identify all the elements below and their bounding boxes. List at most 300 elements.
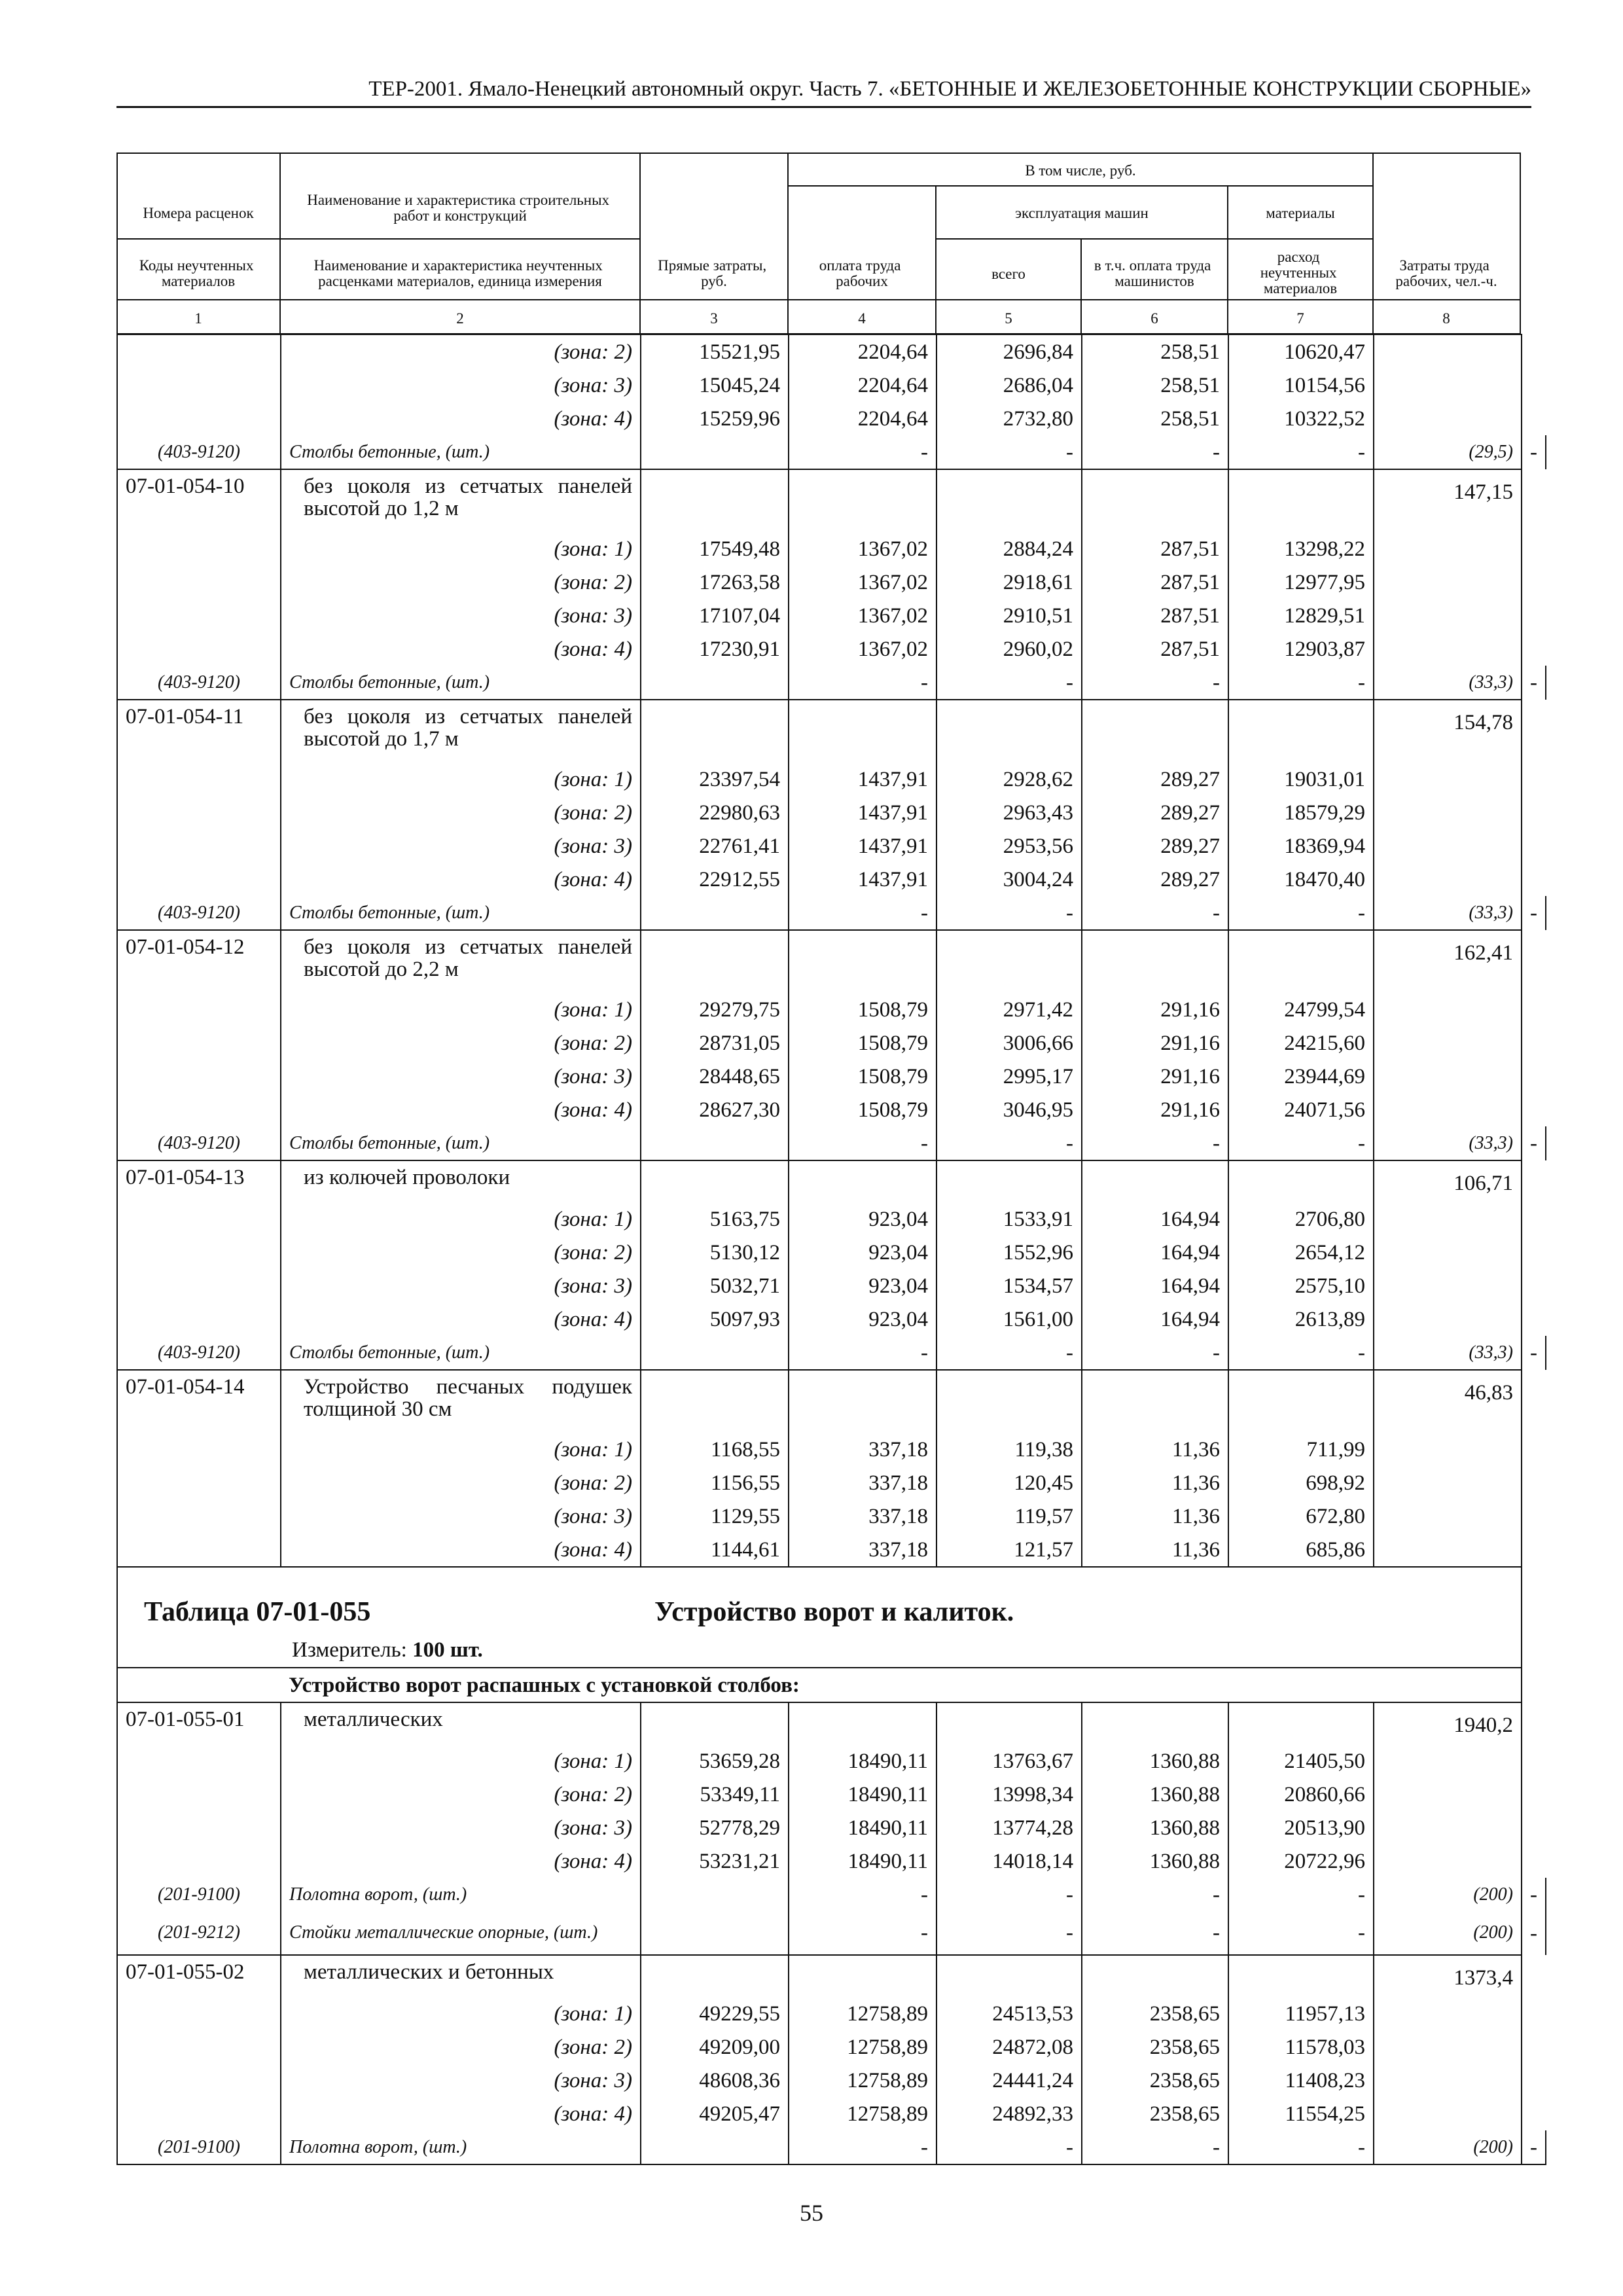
zone-label: (зона: 2) — [281, 1026, 641, 1060]
zone-row — [117, 532, 1546, 565]
cost-value: 120,45 — [936, 1466, 1082, 1499]
cost-value: 53231,21 — [641, 1844, 789, 1878]
cost-value: 1437,91 — [789, 829, 936, 863]
zone-row — [117, 599, 1546, 632]
zone-label: (зона: 4) — [281, 1093, 641, 1126]
header-col1-top: Номера расценок — [143, 205, 254, 221]
cost-value: 18369,94 — [1228, 829, 1374, 863]
cost-value: 24872,08 — [936, 2030, 1082, 2064]
rate-description: Устройство песчаных подушек толщиной 30 см — [281, 1370, 641, 1433]
empty-cell — [789, 1160, 936, 1202]
empty-cell — [117, 1026, 281, 1060]
empty-cell — [1374, 1202, 1522, 1236]
empty-cell — [117, 1060, 281, 1093]
zone-row — [117, 2064, 1546, 2097]
zone-row — [117, 1844, 1546, 1878]
cost-value: 12977,95 — [1228, 565, 1374, 599]
zone-label: (зона: 1) — [281, 762, 641, 796]
cost-value: 49205,47 — [641, 2097, 789, 2130]
cost-value: 13998,34 — [936, 1778, 1082, 1811]
material-name: Столбы бетонные, (шт.) — [281, 896, 641, 930]
material-row — [117, 435, 1546, 469]
zone-label: (зона: 4) — [281, 2097, 641, 2130]
cost-value: 18490,11 — [789, 1744, 936, 1778]
cost-value: 24441,24 — [936, 2064, 1082, 2097]
dash-value: - — [789, 1126, 936, 1160]
material-row — [117, 1878, 1546, 1911]
empty-cell — [1082, 1702, 1228, 1744]
labor-value: 1940,2 — [1374, 1702, 1522, 1744]
cost-value: 2971,42 — [936, 993, 1082, 1026]
rates-table — [116, 152, 1546, 2165]
table-number: Таблица 07-01-055 — [144, 1597, 371, 1627]
cost-value: 2960,02 — [936, 632, 1082, 666]
empty-cell — [117, 1466, 281, 1499]
dash-value: - — [936, 1878, 1082, 1911]
cost-value: 289,27 — [1082, 762, 1228, 796]
header-col1-bottom-l1: Коды неучтенных — [139, 257, 254, 274]
dash-value: - — [1228, 1878, 1374, 1911]
material-code: (403-9120) — [117, 666, 281, 700]
zone-label: (зона: 4) — [281, 632, 641, 666]
column-number: 1 — [194, 310, 202, 327]
cost-value: 1437,91 — [789, 796, 936, 829]
cost-value: 18490,11 — [789, 1778, 936, 1811]
empty-cell — [641, 930, 789, 993]
empty-cell — [641, 1702, 789, 1744]
table-title: Устройство ворот и калиток. — [654, 1597, 1014, 1627]
rate-code: 07-01-054-12 — [117, 930, 281, 993]
zone-row — [117, 1060, 1546, 1093]
cost-value: 291,16 — [1082, 1026, 1228, 1060]
zone-label: (зона: 4) — [281, 402, 641, 435]
zone-label: (зона: 1) — [281, 1433, 641, 1466]
cost-value: 1156,55 — [641, 1466, 789, 1499]
empty-cell — [1374, 565, 1522, 599]
column-number: 4 — [858, 310, 866, 327]
cost-value: 12758,89 — [789, 1997, 936, 2030]
zone-row — [117, 1026, 1546, 1060]
zone-label: (зона: 2) — [281, 334, 641, 368]
dash-value: - — [936, 2130, 1082, 2164]
empty-cell — [936, 930, 1082, 993]
material-code: (403-9120) — [117, 1336, 281, 1370]
empty-cell — [117, 599, 281, 632]
cost-value: 18470,40 — [1228, 863, 1374, 896]
cost-value: 28448,65 — [641, 1060, 789, 1093]
zone-row — [117, 1533, 1546, 1567]
rate-head-row — [117, 1955, 1546, 1997]
empty-cell — [117, 1811, 281, 1844]
empty-cell — [117, 368, 281, 402]
zone-label: (зона: 4) — [281, 863, 641, 896]
dash-value: - — [789, 2130, 936, 2164]
zone-row — [117, 762, 1546, 796]
dash-value: - — [789, 1911, 936, 1955]
cost-value: 20722,96 — [1228, 1844, 1374, 1878]
labor-dash: - — [1522, 435, 1546, 469]
cost-value: 2910,51 — [936, 599, 1082, 632]
cost-value: 13763,67 — [936, 1744, 1082, 1778]
unit-label: Измеритель: — [292, 1638, 407, 1662]
dash-value: - — [1082, 435, 1228, 469]
empty-cell — [789, 700, 936, 762]
material-name: Столбы бетонные, (шт.) — [281, 435, 641, 469]
empty-cell — [641, 1126, 789, 1160]
cost-value: 1144,61 — [641, 1533, 789, 1567]
empty-cell — [1374, 1302, 1522, 1336]
cost-value: 164,94 — [1082, 1302, 1228, 1336]
zone-label: (зона: 3) — [281, 1811, 641, 1844]
zone-label: (зона: 4) — [281, 1302, 641, 1336]
dash-value: - — [789, 666, 936, 700]
zone-label: (зона: 3) — [281, 599, 641, 632]
header-spacer — [117, 152, 1546, 334]
cost-value: 1360,88 — [1082, 1811, 1228, 1844]
dash-value: - — [936, 666, 1082, 700]
labor-dash: - — [1522, 666, 1546, 700]
empty-cell — [117, 796, 281, 829]
empty-cell — [1228, 1702, 1374, 1744]
header-col2-bottom-l1: Наименование и характеристика неучтенных — [313, 257, 603, 274]
zone-row — [117, 565, 1546, 599]
header-col7-l1: расход — [1277, 249, 1320, 265]
header-col2-top-l1: Наименование и характеристика строительных — [307, 192, 610, 208]
cost-value: 17549,48 — [641, 532, 789, 565]
empty-cell — [1228, 1370, 1374, 1433]
zone-row — [117, 334, 1546, 368]
empty-cell — [641, 469, 789, 532]
cost-value: 24892,33 — [936, 2097, 1082, 2130]
cost-value: 11957,13 — [1228, 1997, 1374, 2030]
cost-value: 1367,02 — [789, 565, 936, 599]
material-code: (201-9100) — [117, 2130, 281, 2164]
cost-value: 2686,04 — [936, 368, 1082, 402]
cost-value: 672,80 — [1228, 1499, 1374, 1533]
empty-cell — [1082, 700, 1228, 762]
section-row — [117, 1668, 1546, 1702]
empty-cell — [1374, 796, 1522, 829]
empty-cell — [117, 993, 281, 1026]
rate-code: 07-01-055-02 — [117, 1955, 281, 1997]
dash-value: - — [789, 1336, 936, 1370]
labor-value: 46,83 — [1374, 1370, 1522, 1433]
header-col8-l1: Затраты труда — [1399, 257, 1489, 274]
empty-cell — [117, 1202, 281, 1236]
material-code: (403-9120) — [117, 1126, 281, 1160]
cost-value: 14018,14 — [936, 1844, 1082, 1878]
empty-cell — [1374, 1997, 1522, 2030]
zone-label: (зона: 3) — [281, 1499, 641, 1533]
empty-cell — [1374, 2064, 1522, 2097]
cost-value: 2995,17 — [936, 1060, 1082, 1093]
cost-value: 291,16 — [1082, 993, 1228, 1026]
empty-cell — [117, 2097, 281, 2130]
dash-value: - — [936, 435, 1082, 469]
dash-value: - — [1228, 1126, 1374, 1160]
zone-label: (зона: 4) — [281, 1533, 641, 1567]
empty-cell — [117, 1533, 281, 1567]
cost-value: 685,86 — [1228, 1533, 1374, 1567]
zone-row — [117, 1093, 1546, 1126]
header-machines: эксплуатация машин — [1015, 205, 1149, 221]
header-col4-l1: оплата труда — [819, 257, 901, 274]
material-amount: (200) — [1374, 2130, 1522, 2164]
empty-cell — [789, 1955, 936, 1997]
material-code: (403-9120) — [117, 435, 281, 469]
empty-cell — [1374, 829, 1522, 863]
zone-label: (зона: 2) — [281, 1778, 641, 1811]
zone-row — [117, 2097, 1546, 2130]
cost-value: 52778,29 — [641, 1811, 789, 1844]
empty-cell — [1374, 532, 1522, 565]
cost-value: 5032,71 — [641, 1269, 789, 1302]
cost-value: 20860,66 — [1228, 1778, 1374, 1811]
empty-cell — [1374, 1026, 1522, 1060]
cost-value: 2884,24 — [936, 532, 1082, 565]
cost-value: 18490,11 — [789, 1811, 936, 1844]
material-row — [117, 666, 1546, 700]
dash-value: - — [1082, 2130, 1228, 2164]
empty-cell — [641, 435, 789, 469]
zone-row — [117, 1269, 1546, 1302]
cost-value: 24215,60 — [1228, 1026, 1374, 1060]
zone-row — [117, 2030, 1546, 2064]
empty-cell — [117, 402, 281, 435]
empty-cell — [1082, 469, 1228, 532]
rate-description: из колючей проволоки — [281, 1160, 641, 1202]
cost-value: 22912,55 — [641, 863, 789, 896]
cost-value: 3004,24 — [936, 863, 1082, 896]
dash-value: - — [789, 1878, 936, 1911]
labor-dash: - — [1522, 1126, 1546, 1160]
zone-row — [117, 1778, 1546, 1811]
empty-cell — [936, 469, 1082, 532]
cost-value: 29279,75 — [641, 993, 789, 1026]
zone-label: (зона: 1) — [281, 993, 641, 1026]
cost-value: 10322,52 — [1228, 402, 1374, 435]
material-code: (201-9212) — [117, 1911, 281, 1955]
empty-cell — [117, 1499, 281, 1533]
zone-row — [117, 1236, 1546, 1269]
cost-value: 21405,50 — [1228, 1744, 1374, 1778]
cost-value: 2918,61 — [936, 565, 1082, 599]
zone-row — [117, 1466, 1546, 1499]
cost-value: 1508,79 — [789, 993, 936, 1026]
cost-value: 2706,80 — [1228, 1202, 1374, 1236]
zone-row — [117, 402, 1546, 435]
zone-label: (зона: 3) — [281, 829, 641, 863]
cost-value: 28627,30 — [641, 1093, 789, 1126]
zone-row — [117, 632, 1546, 666]
cost-value: 1367,02 — [789, 599, 936, 632]
header-col5: всего — [991, 266, 1026, 282]
header-col7-l2: неучтенных — [1260, 264, 1337, 281]
header-col3-l2: руб. — [701, 273, 727, 289]
material-code: (201-9100) — [117, 1878, 281, 1911]
cost-value: 258,51 — [1082, 402, 1228, 435]
cost-value: 2732,80 — [936, 402, 1082, 435]
cost-value: 22980,63 — [641, 796, 789, 829]
zone-label: (зона: 3) — [281, 368, 641, 402]
dash-value: - — [936, 1126, 1082, 1160]
material-name: Полотна ворот, (шт.) — [281, 1878, 641, 1911]
dash-value: - — [936, 1336, 1082, 1370]
dash-value: - — [1228, 896, 1374, 930]
table-title-cell — [117, 1567, 1522, 1668]
cost-value: 23397,54 — [641, 762, 789, 796]
labor-dash: - — [1522, 896, 1546, 930]
cost-value: 119,57 — [936, 1499, 1082, 1533]
labor-dash: - — [1522, 1911, 1546, 1955]
cost-value: 15259,96 — [641, 402, 789, 435]
table-unit — [292, 1636, 483, 1664]
cost-value: 337,18 — [789, 1433, 936, 1466]
rate-description: металлических — [281, 1702, 641, 1744]
cost-value: 11578,03 — [1228, 2030, 1374, 2064]
cost-value: 11,36 — [1082, 1499, 1228, 1533]
zone-row — [117, 1811, 1546, 1844]
dash-value: - — [1082, 666, 1228, 700]
material-name: Столбы бетонные, (шт.) — [281, 1336, 641, 1370]
empty-cell — [117, 2064, 281, 2097]
cost-value: 2953,56 — [936, 829, 1082, 863]
zone-row — [117, 368, 1546, 402]
empty-cell — [117, 1236, 281, 1269]
material-row — [117, 1126, 1546, 1160]
cost-value: 1508,79 — [789, 1060, 936, 1093]
cost-value: 53349,11 — [641, 1778, 789, 1811]
dash-value: - — [1228, 1336, 1374, 1370]
cost-value: 11,36 — [1082, 1466, 1228, 1499]
labor-value: 1373,4 — [1374, 1955, 1522, 1997]
zone-row — [117, 993, 1546, 1026]
unit-value: 100 шт. — [412, 1638, 483, 1662]
rate-code: 07-01-054-11 — [117, 700, 281, 762]
header-col2-bottom-l2: расценками материалов, единица измерения — [318, 273, 602, 289]
cost-value: 2358,65 — [1082, 2064, 1228, 2097]
empty-cell — [117, 2030, 281, 2064]
header-col7-l3: материалов — [1263, 280, 1338, 296]
empty-cell — [641, 666, 789, 700]
empty-cell — [117, 1433, 281, 1466]
material-amount: (33,3) — [1374, 1336, 1522, 1370]
labor-value: 147,15 — [1374, 469, 1522, 532]
empty-cell — [1374, 1060, 1522, 1093]
header-materials: материалы — [1266, 205, 1335, 221]
empty-cell — [117, 1269, 281, 1302]
cost-value: 287,51 — [1082, 599, 1228, 632]
empty-cell — [936, 1955, 1082, 1997]
cost-value: 1508,79 — [789, 1093, 936, 1126]
cost-value: 2575,10 — [1228, 1269, 1374, 1302]
zone-row — [117, 863, 1546, 896]
empty-cell — [117, 1744, 281, 1778]
zone-row — [117, 1302, 1546, 1336]
labor-value: 106,71 — [1374, 1160, 1522, 1202]
rate-head-row — [117, 469, 1546, 532]
column-number: 7 — [1296, 310, 1304, 327]
cost-value: 17107,04 — [641, 599, 789, 632]
cost-value: 337,18 — [789, 1499, 936, 1533]
header-col6-l1: в т.ч. оплата труда — [1094, 257, 1211, 274]
header-rule — [116, 106, 1531, 108]
zone-row — [117, 1744, 1546, 1778]
rate-description: без цоколя из сетчатых панелей высотой до 2,2 м — [281, 930, 641, 993]
cost-value: 10154,56 — [1228, 368, 1374, 402]
dash-value: - — [1228, 2130, 1374, 2164]
section-heading: Устройство ворот распашных с установкой столбов: — [281, 1668, 1522, 1702]
empty-cell — [117, 1778, 281, 1811]
rate-code: 07-01-054-14 — [117, 1370, 281, 1433]
empty-cell — [1228, 1160, 1374, 1202]
cost-value: 711,99 — [1228, 1433, 1374, 1466]
empty-cell — [789, 1370, 936, 1433]
dash-value: - — [789, 896, 936, 930]
empty-cell — [1228, 469, 1374, 532]
empty-cell — [1374, 762, 1522, 796]
zone-label: (зона: 3) — [281, 1269, 641, 1302]
cost-value: 5163,75 — [641, 1202, 789, 1236]
empty-cell — [117, 1668, 281, 1702]
column-number: 3 — [710, 310, 718, 327]
cost-value: 2963,43 — [936, 796, 1082, 829]
empty-cell — [1228, 700, 1374, 762]
empty-cell — [936, 1702, 1082, 1744]
cost-value: 698,92 — [1228, 1466, 1374, 1499]
cost-value: 19031,01 — [1228, 762, 1374, 796]
cost-value: 1168,55 — [641, 1433, 789, 1466]
page-number: 55 — [800, 2200, 823, 2226]
material-amount: (33,3) — [1374, 896, 1522, 930]
empty-cell — [1374, 1269, 1522, 1302]
material-row — [117, 896, 1546, 930]
cost-value: 11,36 — [1082, 1433, 1228, 1466]
empty-cell — [117, 1093, 281, 1126]
rate-description: без цоколя из сетчатых панелей высотой до 1,2 м — [281, 469, 641, 532]
column-number: 2 — [456, 310, 464, 327]
labor-dash: - — [1522, 1336, 1546, 1370]
cost-value: 1367,02 — [789, 632, 936, 666]
empty-cell — [1082, 930, 1228, 993]
empty-cell — [1374, 863, 1522, 896]
cost-value: 1360,88 — [1082, 1844, 1228, 1878]
cost-value: 287,51 — [1082, 632, 1228, 666]
cost-value: 121,57 — [936, 1533, 1082, 1567]
header-col2-top-l2: работ и конструкций — [393, 207, 527, 224]
empty-cell — [1228, 1955, 1374, 1997]
zone-label: (зона: 1) — [281, 1744, 641, 1778]
labor-value: 162,41 — [1374, 930, 1522, 993]
empty-cell — [117, 565, 281, 599]
cost-value: 289,27 — [1082, 863, 1228, 896]
cost-value: 48608,36 — [641, 2064, 789, 2097]
empty-cell — [641, 1160, 789, 1202]
cost-value: 2204,64 — [789, 368, 936, 402]
cost-value: 5097,93 — [641, 1302, 789, 1336]
empty-cell — [936, 700, 1082, 762]
cost-value: 923,04 — [789, 1236, 936, 1269]
rate-head-row — [117, 1370, 1546, 1433]
rate-description: металлических и бетонных — [281, 1955, 641, 1997]
rates-table-body — [117, 152, 1546, 2164]
empty-cell — [936, 1160, 1082, 1202]
empty-cell — [1374, 599, 1522, 632]
cost-value: 2613,89 — [1228, 1302, 1374, 1336]
running-header: ТЕР-2001. Ямало-Ненецкий автономный округ. Часть 7. «БЕТОННЫЕ И ЖЕЛЕЗОБЕТОННЫЕ КОНСТРУКЦИИ СБОРНЫЕ» — [368, 77, 1531, 101]
zone-label: (зона: 4) — [281, 1844, 641, 1878]
cost-value: 164,94 — [1082, 1269, 1228, 1302]
